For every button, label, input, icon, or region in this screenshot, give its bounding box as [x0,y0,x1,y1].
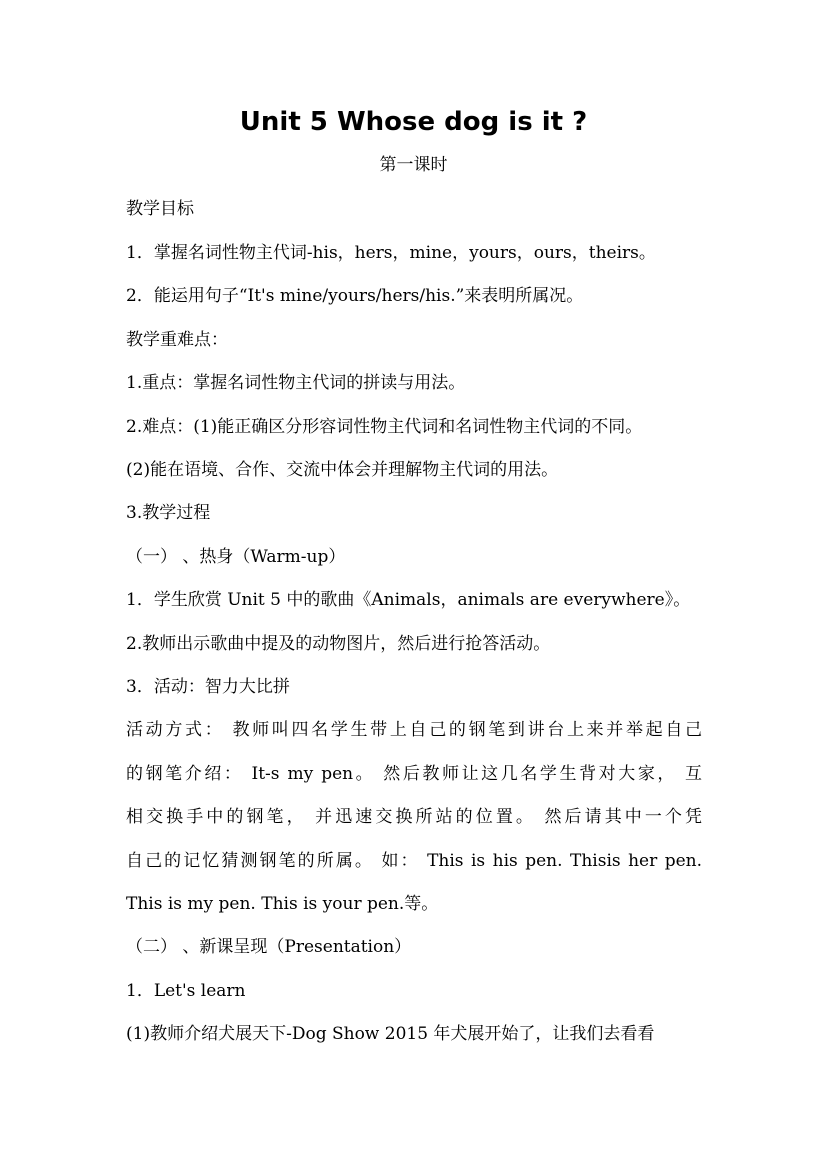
activity-paragraph-line-3: 相交换手中的钢笔， 并迅速交换所站的位置。 然后请其中一个凭 [126,807,702,827]
step-warm-up-heading: （一） 、热身（Warm-up） [126,547,346,567]
section-heading-key-points: 教学重难点： [126,330,228,350]
lesson-subtitle: 第一课时 [379,155,448,175]
step-presentation-heading: （二） 、新课呈现（Presentation） [126,937,412,957]
activity-paragraph-line-5: This is my pen. This is your pen.等。 [126,894,439,914]
presentation-item-1-detail: (1)教师介绍犬展天下-Dog Show 2015 年犬展开始了，让我们去看看 [126,1024,655,1044]
page-title: Unit 5 Whose dog is it ? [239,107,588,137]
section-heading-process: 3.教学过程 [126,503,211,523]
section-heading-objectives: 教学目标 [126,199,194,219]
difficulty-2: (2)能在语境、合作、交流中体会并理解物主代词的用法。 [126,460,559,480]
activity-paragraph-line-4: 自己的记忆猜测钢笔的所属。 如： This is his pen. Thisis her pen. [126,851,702,871]
objective-1: 1．掌握名词性物主代词-his，hers，mine，yours，ours，theirs。 [126,243,656,263]
warm-up-item-3: 3．活动：智力大比拼 [126,677,290,697]
key-point: 1.重点：掌握名词性物主代词的拼读与用法。 [126,373,466,393]
warm-up-item-1: 1．学生欣赏 Unit 5 中的歌曲《Animals，animals are everywhere》。 [126,590,691,610]
warm-up-item-2: 2.教师出示歌曲中提及的动物图片，然后进行抢答活动。 [126,634,551,654]
difficulty-1: 2.难点：(1)能正确区分形容词性物主代词和名词性物主代词的不同。 [126,417,643,437]
activity-paragraph-line-2: 的钢笔介绍： It-s my pen。 然后教师让这几名学生背对大家， 互 [126,764,702,784]
presentation-item-1: 1．Let's learn [126,981,246,1001]
objective-2: 2．能运用句子“It's mine/yours/hers/his.”来表明所属况。 [126,286,584,306]
activity-paragraph-line-1: 活动方式： 教师叫四名学生带上自己的钢笔到讲台上来并举起自己 [126,720,702,740]
